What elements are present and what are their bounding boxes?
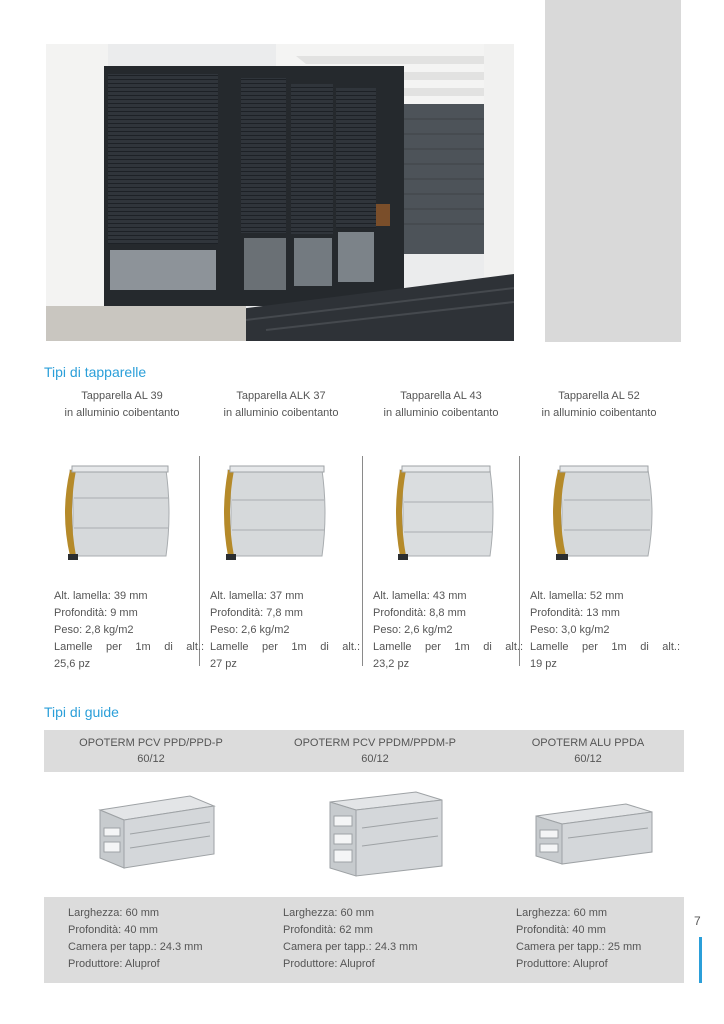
guide-specs [283,905,418,973]
guide-header [488,735,688,767]
spec-slats-value: 23,2 pz [373,658,410,670]
guide-depth: Profondità: 40 mm [516,924,606,936]
decorative-gray-block [545,0,681,342]
spec-height: Alt. lamella: 52 mm [530,590,624,602]
shutter-name: Tapparella AL 43 [400,390,482,402]
guide-depth: Profondità: 40 mm [68,924,158,936]
shutter-name: Tapparella ALK 37 [236,390,326,402]
shutter-slat-image [390,458,510,568]
guide-profile-image [320,790,450,880]
guide-header [275,735,475,767]
shutter-subtitle: in alluminio coibentanto [383,407,499,419]
page-number: 7 [694,914,701,928]
spec-slats-value: 19 pz [530,658,557,670]
guide-width: Larghezza: 60 mm [516,907,608,919]
guide-producer: Produttore: Aluprof [283,958,375,970]
guide-name: OPOTERM PCV PPD/PPD-P [79,737,223,749]
shutter-header [42,388,202,422]
shutter-header [361,388,521,422]
shutter-subtitle: in alluminio coibentanto [541,407,657,419]
guide-width: Larghezza: 60 mm [283,907,375,919]
guide-depth: Profondità: 62 mm [283,924,373,936]
guide-producer: Produttore: Aluprof [516,958,608,970]
column-divider [362,456,363,666]
guide-width: Larghezza: 60 mm [68,907,160,919]
guides-section-title: Tipi di guide [44,704,119,720]
shutter-specs [530,588,680,673]
spec-weight: Peso: 2,8 kg/m2 [54,624,134,636]
shutter-slat-image [548,458,668,568]
shutter-header [519,388,679,422]
shutter-subtitle: in alluminio coibentanto [223,407,339,419]
guide-size: 60/12 [574,753,602,765]
shutter-header [201,388,361,422]
spec-weight: Peso: 2,6 kg/m2 [210,624,290,636]
shutter-subtitle: in alluminio coibentanto [64,407,180,419]
shutter-name: Tapparella AL 52 [558,390,640,402]
spec-slats-value: 25,6 pz [54,658,91,670]
guide-profile-image [90,790,220,880]
hero-house-photo [46,44,514,341]
guide-chamber: Camera per tapp.: 24.3 mm [68,941,203,953]
shutter-specs [373,588,523,673]
guide-chamber: Camera per tapp.: 25 mm [516,941,642,953]
shutter-specs [54,588,204,673]
guide-specs [68,905,203,973]
page-accent-bar [699,937,702,983]
guide-size: 60/12 [361,753,389,765]
spec-height: Alt. lamella: 43 mm [373,590,467,602]
guide-producer: Produttore: Aluprof [68,958,160,970]
spec-height: Alt. lamella: 39 mm [54,590,148,602]
spec-weight: Peso: 3,0 kg/m2 [530,624,610,636]
spec-depth: Profondità: 8,8 mm [373,607,466,619]
guide-profile-image [528,790,658,880]
spec-height: Alt. lamella: 37 mm [210,590,304,602]
spec-slats-label: Lamelle per 1m di alt.: [373,641,523,653]
guide-size: 60/12 [137,753,165,765]
spec-weight: Peso: 2,6 kg/m2 [373,624,453,636]
shutters-section-title: Tipi di tapparelle [44,364,147,380]
shutter-slat-image [62,458,182,568]
guide-specs [516,905,641,973]
guide-name: OPOTERM ALU PPDA [531,737,645,749]
spec-depth: Profondità: 9 mm [54,607,138,619]
shutter-name: Tapparella AL 39 [81,390,163,402]
guide-chamber: Camera per tapp.: 24.3 mm [283,941,418,953]
spec-slats-label: Lamelle per 1m di alt.: [530,641,680,653]
guide-header [51,735,251,767]
spec-slats-label: Lamelle per 1m di alt.: [210,641,360,653]
spec-slats-label: Lamelle per 1m di alt.: [54,641,204,653]
spec-slats-value: 27 pz [210,658,237,670]
spec-depth: Profondità: 7,8 mm [210,607,303,619]
guide-name: OPOTERM PCV PPDM/PPDM-P [294,737,456,749]
shutter-specs [210,588,360,673]
shutter-slat-image [218,458,338,568]
spec-depth: Profondità: 13 mm [530,607,620,619]
